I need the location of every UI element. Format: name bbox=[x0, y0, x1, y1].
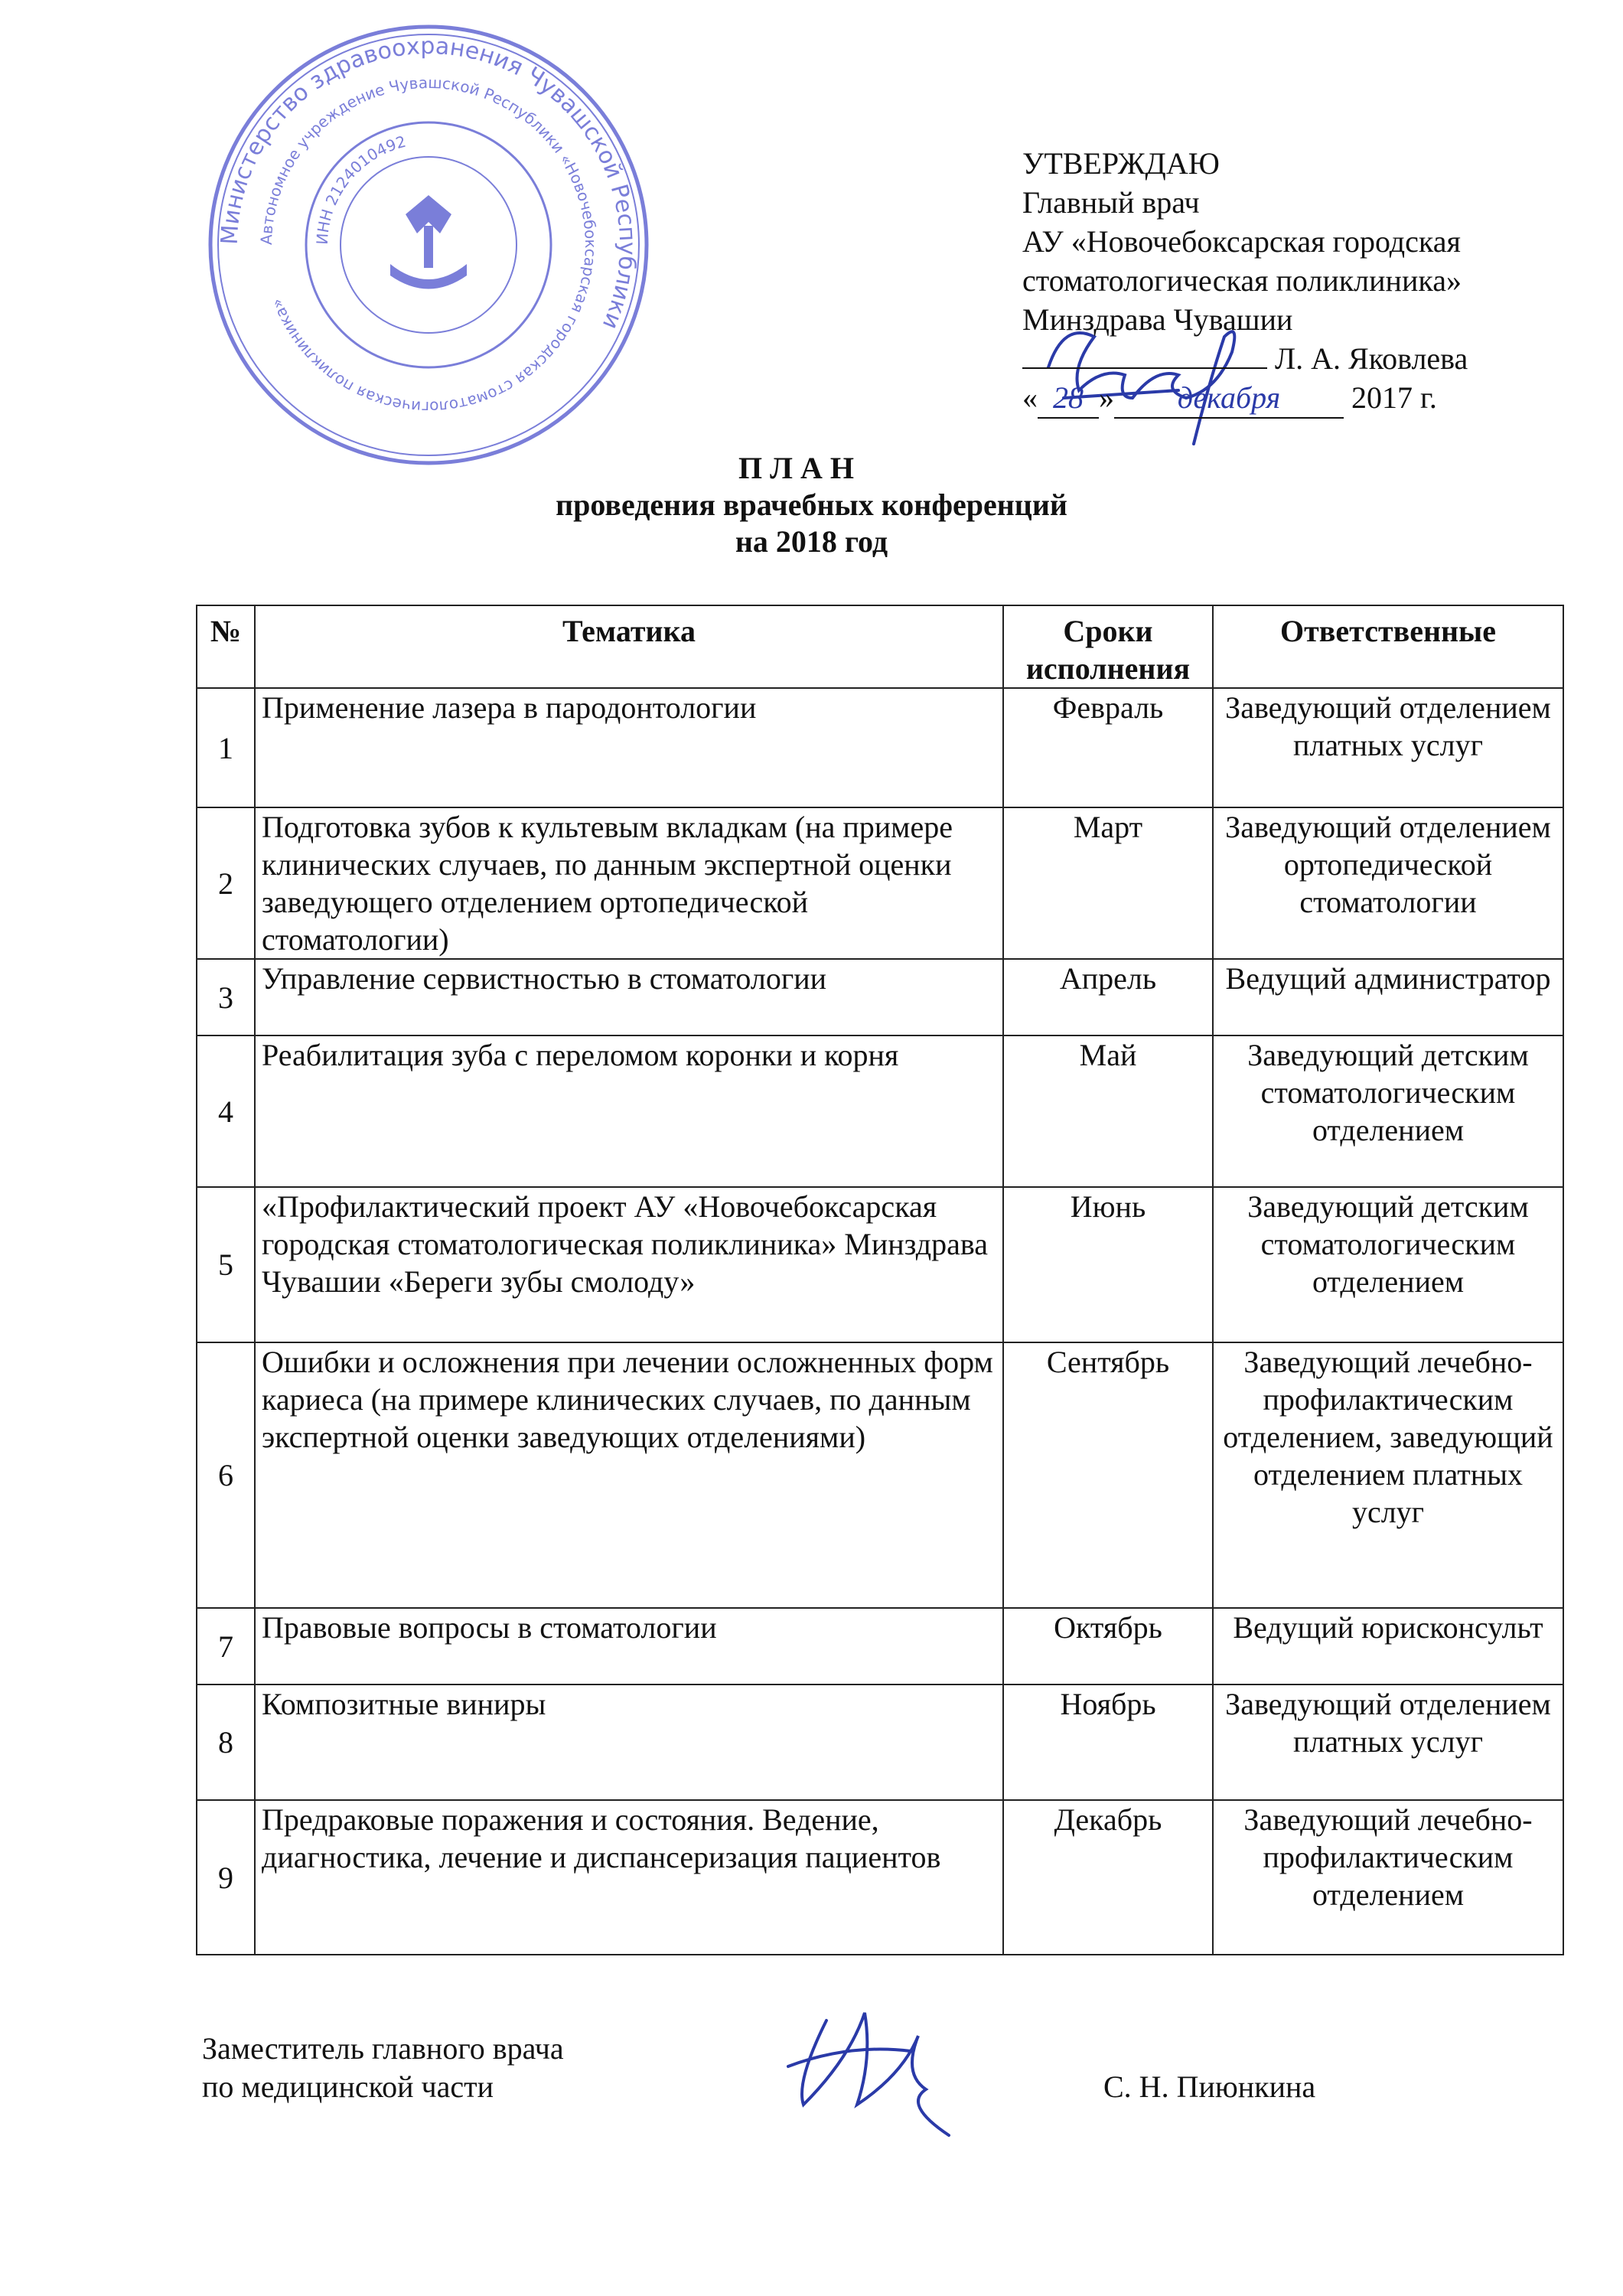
row-number: 5 bbox=[197, 1187, 255, 1342]
row-responsible: Заведующий лечебно-профилактическим отделением, заведующий отделением платных услуг bbox=[1213, 1342, 1563, 1608]
row-topic: Предраковые поражения и состояния. Ведение, диагностика, лечение и диспансеризация пациентов bbox=[255, 1800, 1003, 1955]
row-term: Апрель bbox=[1003, 959, 1213, 1035]
approval-heading: УТВЕРЖДАЮ bbox=[1022, 146, 1220, 181]
row-number: 4 bbox=[197, 1035, 255, 1187]
row-responsible: Заведующий отделением платных услуг bbox=[1213, 1684, 1563, 1800]
row-topic: Правовые вопросы в стоматологии bbox=[255, 1608, 1003, 1684]
table-row bbox=[197, 959, 1563, 1035]
row-term: Ноябрь bbox=[1003, 1684, 1213, 1800]
footer-signer: С. Н. Пиюнкина bbox=[1103, 2069, 1316, 2104]
table-row bbox=[197, 1342, 1563, 1608]
table-row bbox=[197, 807, 1563, 959]
row-responsible: Заведующий лечебно-профилактическим отделением bbox=[1213, 1800, 1563, 1955]
footer-position-line2: по медицинской части bbox=[202, 2069, 494, 2104]
row-topic: Реабилитация зуба с переломом коронки и корня bbox=[255, 1035, 1003, 1187]
official-stamp bbox=[210, 27, 647, 463]
approval-signer: Л. А. Яковлева bbox=[1275, 341, 1468, 376]
row-number: 8 bbox=[197, 1684, 255, 1800]
date-day: 28 bbox=[1038, 378, 1099, 419]
stamp-emblem-icon bbox=[390, 195, 467, 289]
row-term: Май bbox=[1003, 1035, 1213, 1187]
row-topic: Применение лазера в пародонтологии bbox=[255, 688, 1003, 807]
approval-org-line3: Минздрава Чувашии bbox=[1022, 302, 1293, 337]
row-topic: Подготовка зубов к культевым вкладкам (на примере клинических случаев, по данным экспертной оценки заведующего отделением ортопедической стоматологии) bbox=[255, 807, 1003, 959]
table-row bbox=[197, 1608, 1563, 1684]
row-responsible: Ведущий администратор bbox=[1213, 959, 1563, 1035]
row-term: Июнь bbox=[1003, 1187, 1213, 1342]
table-row bbox=[197, 1187, 1563, 1342]
row-term: Март bbox=[1003, 807, 1213, 959]
title-year: на 2018 год bbox=[735, 524, 888, 559]
table-row bbox=[197, 1035, 1563, 1187]
row-term: Февраль bbox=[1003, 688, 1213, 807]
row-number: 9 bbox=[197, 1800, 255, 1955]
row-number: 1 bbox=[197, 688, 255, 807]
row-responsible: Заведующий отделением ортопедической стоматологии bbox=[1213, 807, 1563, 959]
header-topic: Тематика bbox=[255, 605, 1003, 688]
table-header-row bbox=[197, 605, 1563, 688]
row-number: 3 bbox=[197, 959, 255, 1035]
row-number: 2 bbox=[197, 807, 255, 959]
row-topic: «Профилактический проект АУ «Новочебоксарская городская стоматологическая поликлиника» Минздрава Чувашии «Береги зубы смолоду» bbox=[255, 1187, 1003, 1342]
svg-text:Министерство здравоохранения Ч bbox=[217, 33, 640, 333]
row-term: Октябрь bbox=[1003, 1608, 1213, 1684]
row-topic: Ошибки и осложнения при лечении осложненных форм кариеса (на примере клинических случаев, по данным экспертной оценки заведующих отделениями) bbox=[255, 1342, 1003, 1608]
row-term: Декабрь bbox=[1003, 1800, 1213, 1955]
footer-position bbox=[202, 2030, 564, 2106]
approval-position: Главный врач bbox=[1022, 185, 1200, 220]
stamp-text-mid: Автономное учреждение Чувашской Республики «Новочебоксарская городская стоматологическая поликлиника» bbox=[256, 73, 601, 417]
conference-plan-table bbox=[196, 605, 1564, 1955]
table-row bbox=[197, 1800, 1563, 1955]
date-quote-open: « bbox=[1022, 380, 1038, 415]
approval-block bbox=[1022, 144, 1468, 417]
title-subject: проведения врачебных конференций bbox=[556, 488, 1067, 522]
row-number: 7 bbox=[197, 1608, 255, 1684]
date-month: декабря bbox=[1114, 378, 1344, 419]
row-responsible: Заведующий детским стоматологическим отделением bbox=[1213, 1035, 1563, 1187]
stamp-text-inner: ИНН 2124010492 bbox=[312, 132, 409, 246]
date-quote-close: » bbox=[1099, 380, 1114, 415]
row-term: Сентябрь bbox=[1003, 1342, 1213, 1608]
footer bbox=[196, 2030, 1564, 2114]
stamp-text-outer: Министерство здравоохранения Чувашской Республики bbox=[216, 32, 641, 334]
approval-org-line1: АУ «Новочебоксарская городская bbox=[1022, 224, 1461, 259]
approval-date bbox=[1022, 378, 1468, 417]
row-responsible: Заведующий детским стоматологическим отделением bbox=[1213, 1187, 1563, 1342]
header-term: Сроки исполнения bbox=[1003, 605, 1213, 688]
document-body bbox=[196, 605, 1564, 2114]
table-row bbox=[197, 688, 1563, 807]
document-title bbox=[0, 450, 1623, 560]
row-responsible: Ведущий юрисконсульт bbox=[1213, 1608, 1563, 1684]
svg-text:Автономное учреждение Чувашско bbox=[257, 73, 600, 416]
row-topic: Управление сервистностью в стоматологии bbox=[255, 959, 1003, 1035]
approval-org-line2: стоматологическая поликлиника» bbox=[1022, 263, 1462, 298]
date-year: 2017 г. bbox=[1351, 380, 1437, 415]
table-row bbox=[197, 1684, 1563, 1800]
header-responsible: Ответственные bbox=[1213, 605, 1563, 688]
header-number: № bbox=[197, 605, 255, 688]
footer-position-line1: Заместитель главного врача bbox=[202, 2031, 564, 2066]
svg-text:ИНН 2124010492 bbox=[313, 132, 408, 246]
row-topic: Композитные виниры bbox=[255, 1684, 1003, 1800]
title-plan: П Л А Н bbox=[738, 451, 854, 485]
row-number: 6 bbox=[197, 1342, 255, 1608]
row-responsible: Заведующий отделением платных услуг bbox=[1213, 688, 1563, 807]
approval-signature-line bbox=[1022, 339, 1468, 378]
